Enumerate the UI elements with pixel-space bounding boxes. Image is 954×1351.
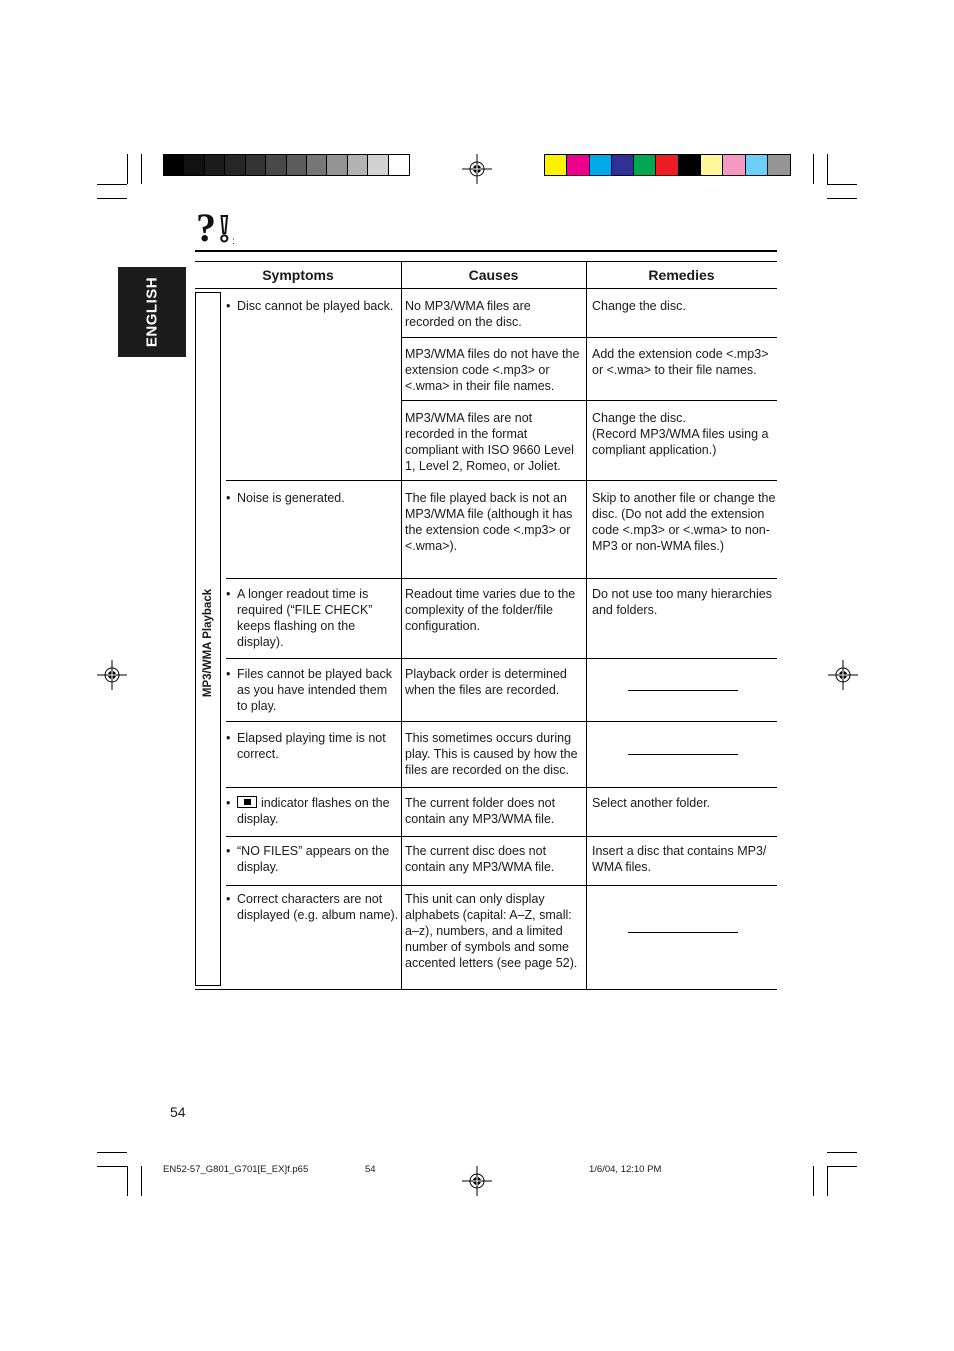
svg-text:?: ? — [196, 208, 216, 248]
row-divider — [226, 836, 777, 837]
header-remedies: Remedies — [648, 267, 715, 283]
cause-cell: No MP3/WMA files are recorded on the disc. — [405, 299, 531, 329]
cause-cell: MP3/WMA files are not recorded in the format compliant with ISO 9660 Level 1, Level 2, Romeo, or Joliet. — [405, 411, 574, 473]
color-swatch — [723, 155, 745, 175]
color-swatch — [327, 155, 347, 175]
symptom-cell: Disc cannot be played back. — [237, 299, 394, 313]
crop-mark — [97, 184, 127, 185]
process-color-bar — [544, 154, 791, 176]
crop-mark — [97, 1152, 127, 1153]
question-exclamation-icon — [196, 208, 248, 248]
color-swatch — [246, 155, 266, 175]
symptom-cell: Noise is generated. — [237, 491, 345, 505]
footer-datetime: 1/6/04, 12:10 PM — [589, 1164, 662, 1175]
row-divider — [226, 578, 777, 579]
cause-cell: MP3/WMA files do not have the extension code <.mp3> or <.wma> in their file names. — [405, 347, 580, 393]
color-swatch — [184, 155, 204, 175]
color-swatch — [545, 155, 567, 175]
symptom-cell: Correct characters are not displayed (e.g. album name). — [237, 892, 399, 922]
crop-mark — [827, 1152, 857, 1153]
section-label: MP3/WMA Playback — [202, 588, 214, 698]
crop-mark — [141, 1166, 142, 1196]
remedy-blank-line — [628, 690, 738, 691]
footer-filename: EN52-57_G801_G701[E_EX]f.p65 — [163, 1164, 309, 1175]
remedy-cell: Change the disc. — [592, 299, 686, 313]
bullet: • — [226, 844, 231, 858]
registration-mark-icon — [828, 660, 858, 690]
row-divider — [226, 885, 777, 886]
cause-cell: Readout time varies due to the complexity of the folder/file configuration. — [405, 587, 576, 633]
sub-row-divider — [401, 400, 777, 401]
registration-mark-icon — [462, 1166, 492, 1196]
cause-cell: This unit can only display alphabets (capital: A–Z, small: a–z), numbers, and a limited number of symbols and some accented letters (see page 52). — [405, 892, 578, 970]
color-swatch — [679, 155, 701, 175]
crop-mark — [827, 1166, 828, 1196]
folder-indicator-icon — [237, 796, 257, 808]
symptom-cell: Elapsed playing time is not correct. — [237, 731, 386, 761]
symptom-cell: Files cannot be played back as you have intended them to play. — [237, 667, 392, 713]
section-label-box — [195, 292, 221, 986]
registration-mark-icon — [462, 154, 492, 184]
column-divider — [401, 261, 402, 989]
table-header-row — [195, 261, 777, 289]
color-swatch — [612, 155, 634, 175]
remedy-cell: Change the disc. (Record MP3/WMA files using a compliant application.) — [592, 411, 769, 457]
remedy-blank-line — [628, 932, 738, 933]
crop-mark — [813, 154, 814, 184]
remedy-blank-line — [628, 754, 738, 755]
color-swatch — [205, 155, 225, 175]
color-swatch — [307, 155, 327, 175]
crop-mark — [827, 198, 857, 199]
color-swatch — [266, 155, 286, 175]
header-symptoms: Symptoms — [262, 267, 334, 283]
crop-mark — [141, 154, 142, 184]
crop-mark — [97, 198, 127, 199]
crop-mark — [127, 1166, 128, 1196]
svg-text::: : — [232, 236, 235, 247]
table-bottom-rule — [195, 989, 777, 990]
row-divider — [226, 787, 777, 788]
header-rule — [195, 250, 777, 252]
bullet: • — [226, 731, 231, 745]
color-swatch — [656, 155, 678, 175]
row-divider — [226, 480, 777, 481]
grayscale-bar — [163, 154, 410, 176]
row-divider — [226, 721, 777, 722]
crop-mark — [827, 1166, 857, 1167]
symptom-cell: A longer readout time is required (“FILE CHECK” keeps flashing on the display). — [237, 587, 373, 649]
color-swatch — [348, 155, 368, 175]
remedy-cell: Add the extension code <.mp3> or <.wma> to their file names. — [592, 347, 769, 377]
color-swatch — [634, 155, 656, 175]
cause-cell: This sometimes occurs during play. This is caused by how the files are recorded on the disc. — [405, 731, 578, 777]
bullet: • — [226, 796, 231, 810]
bullet: • — [226, 491, 231, 505]
color-swatch — [701, 155, 723, 175]
color-swatch — [567, 155, 589, 175]
column-divider — [586, 261, 587, 989]
remedy-cell: Do not use too many hierarchies and folders. — [592, 587, 772, 617]
symptom-cell: “NO FILES” appears on the display. — [237, 844, 390, 874]
language-tab — [118, 267, 186, 357]
cause-cell: Playback order is determined when the files are recorded. — [405, 667, 567, 697]
color-swatch — [590, 155, 612, 175]
symptom-text: indicator flashes on the display. — [237, 796, 390, 826]
sub-row-divider — [401, 337, 777, 338]
page-number: 54 — [170, 1104, 186, 1120]
color-swatch — [225, 155, 245, 175]
color-swatch — [287, 155, 307, 175]
crop-mark — [127, 154, 128, 184]
bullet: • — [226, 667, 231, 681]
footer-page: 54 — [365, 1164, 376, 1175]
color-swatch — [768, 155, 790, 175]
color-swatch — [368, 155, 388, 175]
bullet: • — [226, 587, 231, 601]
cause-cell: The file played back is not an MP3/WMA file (although it has the extension code <.mp3> or <.wma>). — [405, 491, 573, 553]
svg-text:!: ! — [218, 208, 231, 248]
color-swatch — [389, 155, 409, 175]
color-swatch — [746, 155, 768, 175]
bullet: • — [226, 892, 231, 906]
remedy-cell: Skip to another file or change the disc. (Do not add the extension code <.mp3> or <.wma> to non-MP3 or non-WMA files.) — [592, 491, 776, 553]
bullet: • — [226, 299, 231, 313]
crop-mark — [827, 154, 828, 184]
row-divider — [226, 658, 777, 659]
color-swatch — [164, 155, 184, 175]
crop-mark — [827, 184, 857, 185]
symptom-cell — [237, 795, 399, 827]
language-tab-label: ENGLISH — [143, 276, 161, 348]
cause-cell: The current disc does not contain any MP3/WMA file. — [405, 844, 555, 874]
cause-cell: The current folder does not contain any MP3/WMA file. — [405, 796, 556, 826]
crop-mark — [97, 1166, 127, 1167]
header-causes: Causes — [468, 267, 519, 283]
registration-mark-icon — [97, 660, 127, 690]
remedy-cell: Select another folder. — [592, 796, 711, 810]
remedy-cell: Insert a disc that contains MP3/ WMA files. — [592, 844, 767, 874]
crop-mark — [813, 1166, 814, 1196]
